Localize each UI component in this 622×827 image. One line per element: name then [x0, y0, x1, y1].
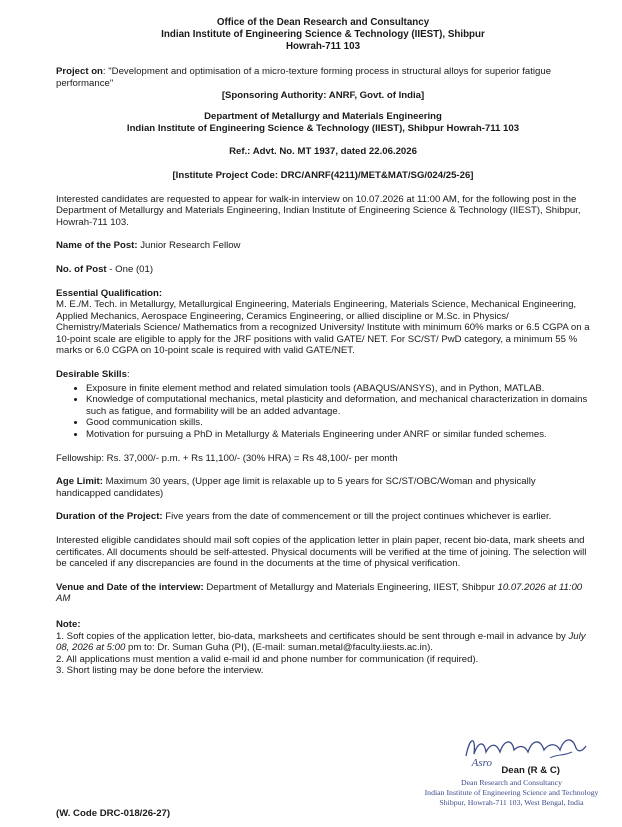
application-instructions: Interested eligible candidates should mail soft copies of the application letter in plain paper, recent bio-data, mark sheets and certificates. All documents should be self-attested. Physical documents will be verified at the time of joining. The selection will be canceled if any discrepancies are found in the documents at the time of physical verification.: [56, 535, 587, 570]
department-name: Department of Metallurgy and Materials Engineering: [204, 111, 442, 123]
sponsoring-authority: [Sponsoring Authority: ANRF, Govt. of India]: [221, 89, 425, 101]
skill-item: • Exposure in finite element method and related simulation tools (ABAQUS/ANSYS), and in Python, MATLAB.: [86, 383, 590, 395]
advt-ref: Ref.: Advt. No. MT 1937, dated 22.06.2026: [229, 146, 417, 158]
project-title: Project on: "Development and optimisation of a micro-texture forming process in structural alloys for superior fatigue performance": [56, 66, 552, 89]
interview-venue: Venue and Date of the interview: Department of Metallurgy and Materials Engineering, IIEST, Shibpur 10.07.2026 at 11:00 AM: [56, 581, 583, 605]
skills-list: [56, 383, 590, 441]
project-duration: Duration of the Project: Five years from the date of commencement or till the project continues whichever is earlier.: [56, 511, 552, 523]
qualification-heading: Essential Qualification:: [56, 287, 163, 299]
dean-designation: Dean (R & C): [501, 765, 560, 776]
skills-heading: Desirable Skills:: [56, 369, 130, 381]
department-block: [56, 111, 590, 134]
skill-item: • Knowledge of computational mechanics, metal plasticity and deformation, and mechanical characterization in domains such as fatigue, and formability will be an added advantage.: [86, 394, 590, 417]
project-code: [Institute Project Code: DRC/ANRF(4211)/MET&MAT/SG/024/25-26]: [172, 169, 474, 181]
intro-paragraph: Interested candidates are requested to appear for walk-in interview on 10.07.2026 at 11:00 AM, for the following post in the Department of Metallurgy and Materials Engineering, Indian Institute of Engineering Science & Technology (IIEST), Shibpur, Howrah-711 103.: [56, 193, 581, 228]
initials-handwritten: Asro: [471, 757, 492, 769]
skill-item: • Good communication skills.: [86, 417, 590, 429]
work-code: (W. Code DRC-018/26-27): [56, 808, 171, 819]
skill-item: • Motivation for pursuing a PhD in Metallurgy & Materials Engineering under ANRF or similar funded schemes.: [86, 429, 590, 441]
note-item-1: 1. Soft copies of the application letter, bio-data, marksheets and certificates should be sent through e-mail in advance by July 08, 2026 at 5:00 pm to: Dr. Suman Guha (PI), (E-mail: suman.metal@faculty.iiests.ac.in).: [56, 630, 586, 654]
institute-name: Indian Institute of Engineering Science & Technology (IIEST), Shibpur: [161, 28, 485, 40]
qualification-text: M. E./M. Tech. in Metallurgy, Metallurgical Engineering, Materials Engineering, Materials Science, Mechanical Engineering, Applied Mechanics, Aerospace Engineering, Ceramics Engineering, or allied discipline or M.Sc. in Physics/ Chemistry/Materials Science/ Mathematics from a recognized University/ Institute with minimum 60% marks or 6.5 CGPA on a 10-point scale are eligible to apply for the JRF positions with valid GATE/ NET. For SC/ST/ PwD category, a minimum 55 % marks or 6.0 CGPA on 10-point scale is required with valid GATE/NET.: [56, 299, 590, 357]
office-header: [56, 17, 590, 52]
age-limit: Age Limit: Maximum 30 years, (Upper age limit is relaxable up to 5 years for SC/ST/OBC/Woman and physically handicapped candidates): [56, 476, 536, 499]
office-stamp: Dean Research and Consultancy Indian Institute of Engineering Science and Technology Shibpur, Howrah-711 103, West Bengal, India: [424, 778, 599, 807]
note-item-2: 2. All applications must mention a valid e-mail id and phone number for communication (if required).: [56, 653, 479, 665]
office-title: Office of the Dean Research and Consultancy: [216, 17, 430, 28]
institute-address: Howrah-711 103: [285, 40, 361, 52]
note-heading: Note:: [56, 618, 81, 630]
fellowship-amount: Fellowship: Rs. 37,000/- p.m. + Rs 11,100/- (30% HRA) = Rs 48,100/- per month: [56, 452, 398, 464]
department-institute: Indian Institute of Engineering Science & Technology (IIEST), Shibpur Howrah-711 103: [126, 122, 520, 134]
post-name: Name of the Post: Junior Research Fellow: [56, 240, 241, 252]
signature-block: [420, 728, 610, 823]
note-item-3: 3. Short listing may be done before the interview.: [56, 665, 264, 677]
post-count: No. of Post - One (01): [56, 263, 154, 275]
